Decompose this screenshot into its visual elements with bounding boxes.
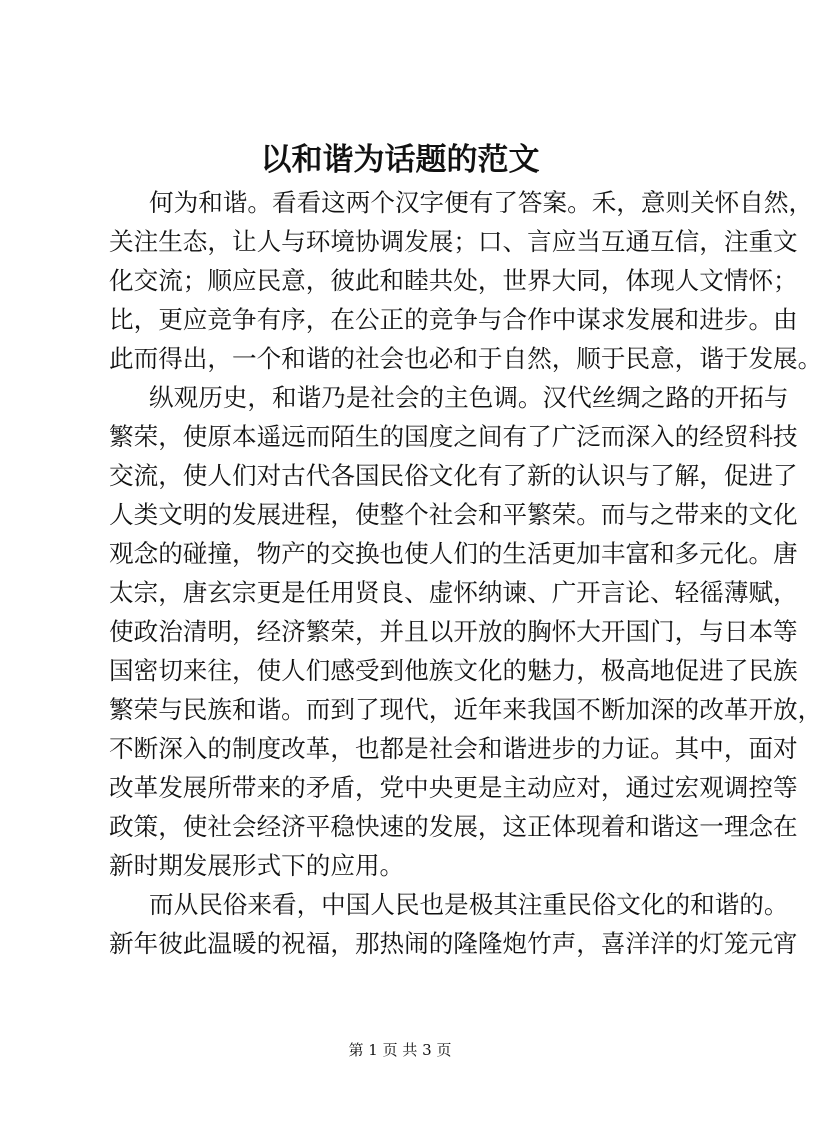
- text-line: 改革发展所带来的矛盾，党中央更是主动应对，通过宏观调控等: [109, 773, 798, 802]
- document-title: 以和谐为话题的范文: [260, 142, 540, 178]
- text-line: 新时期发展形式下的应用。: [109, 851, 405, 880]
- text-line: 而从民俗来看，中国人民也是极其注重民俗文化的和谐的。: [149, 890, 789, 919]
- text-line: 此而得出，一个和谐的社会也必和于自然，顺于民意，谐于发展。: [109, 344, 822, 373]
- text-line: 纵观历史，和谐乃是社会的主色调。汉代丝绸之路的开拓与: [149, 383, 789, 412]
- page-number: 第 1 页 共 3 页: [348, 1041, 452, 1059]
- document-body: [109, 183, 822, 963]
- text-line: 太宗，唐玄宗更是任用贤良、虚怀纳谏、广开言论、轻徭薄赋，: [109, 578, 798, 607]
- text-line: 人类文明的发展进程，使整个社会和平繁荣。而与之带来的文化: [109, 500, 798, 529]
- text-line: 使政治清明，经济繁荣，并且以开放的胸怀大开国门，与日本等: [109, 617, 798, 646]
- text-line: 国密切来往，使人们感受到他族文化的魅力，极高地促进了民族: [109, 656, 798, 685]
- text-line: 政策，使社会经济平稳快速的发展，这正体现着和谐这一理念在: [109, 812, 798, 841]
- text-line: 比，更应竞争有序，在公正的竞争与合作中谋求发展和进步。由: [109, 305, 798, 334]
- text-line: 繁荣，使原本遥远而陌生的国度之间有了广泛而深入的经贸科技: [109, 422, 798, 451]
- text-line: 新年彼此温暖的祝福，那热闹的隆隆炮竹声，喜洋洋的灯笼元宵: [109, 929, 798, 958]
- text-line: 关注生态，让人与环境协调发展；口、言应当互通互信，注重文: [109, 227, 798, 256]
- text-line: 观念的碰撞，物产的交换也使人们的生活更加丰富和多元化。唐: [109, 539, 798, 568]
- text-line: 化交流；顺应民意，彼此和睦共处，世界大同，体现人文情怀；: [109, 266, 798, 295]
- text-line: 不断深入的制度改革，也都是社会和谐进步的力证。其中，面对: [109, 734, 798, 763]
- text-line: 交流，使人们对古代各国民俗文化有了新的认识与了解，促进了: [109, 461, 798, 490]
- text-line: 何为和谐。看看这两个汉字便有了答案。禾，意则关怀自然，: [149, 188, 814, 217]
- text-line: 繁荣与民族和谐。而到了现代，近年来我国不断加深的改革开放，: [109, 695, 822, 724]
